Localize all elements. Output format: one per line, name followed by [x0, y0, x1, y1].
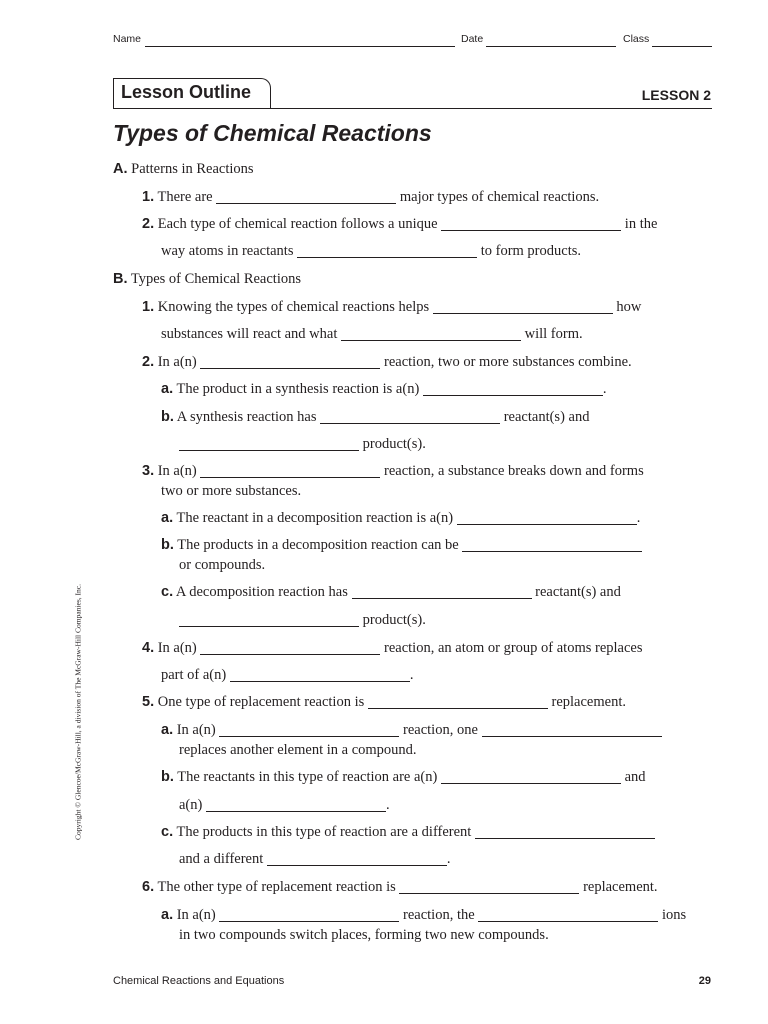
answer-blank[interactable]: [179, 612, 359, 627]
date-label: Date: [461, 33, 484, 45]
outline-item-b5b-cont: a(n) .: [179, 797, 390, 813]
answer-blank[interactable]: [230, 667, 410, 682]
answer-blank[interactable]: [457, 510, 637, 525]
outline-item-b1: 1. Knowing the types of chemical reactions helps how: [142, 299, 642, 315]
outline-item-b2b-cont: product(s).: [179, 436, 426, 453]
page-title: Types of Chemical Reactions: [113, 120, 432, 146]
answer-blank[interactable]: [423, 381, 603, 396]
outline-item-b6a: a. In a(n) reaction, the ions: [161, 907, 687, 923]
lesson-outline-label: Lesson Outline: [121, 82, 252, 102]
outline-section-a: A. Patterns in Reactions: [113, 161, 254, 177]
date-field[interactable]: [486, 46, 616, 47]
answer-blank[interactable]: [200, 354, 380, 369]
outline-item-b5c: c. The products in this type of reaction are a different: [161, 824, 655, 841]
outline-item-a2-cont: way atoms in reactants to form products.: [161, 243, 581, 259]
answer-blank[interactable]: [368, 694, 548, 709]
answer-blank[interactable]: [320, 409, 500, 424]
outline-item-b1-cont: substances will react and what will form.: [161, 326, 583, 342]
outline-item-b4-cont: part of a(n) .: [161, 667, 414, 683]
answer-blank[interactable]: [200, 463, 380, 478]
answer-blank[interactable]: [462, 537, 642, 552]
page-number: 29: [698, 975, 711, 987]
outline-item-b5a: a. In a(n) reaction, one: [161, 722, 662, 739]
outline-item-b3a: a. The reactant in a decomposition reaction is a(n) .: [161, 510, 641, 526]
class-label: Class: [623, 33, 650, 45]
copyright-notice: Copyright © Glencoe/McGraw-Hill, a division of The McGraw-Hill Companies, Inc.: [73, 584, 83, 840]
answer-blank[interactable]: [352, 584, 532, 599]
name-label: Name: [113, 33, 142, 45]
outline-item-b5a-cont: replaces another element in a compound.: [179, 742, 417, 758]
outline-item-b2a: a. The product in a synthesis reaction is a(n) .: [161, 381, 607, 397]
answer-blank[interactable]: [267, 851, 447, 866]
outline-item-b2: 2. In a(n) reaction, two or more substances combine.: [142, 354, 632, 370]
answer-blank[interactable]: [297, 243, 477, 258]
answer-blank[interactable]: [441, 216, 621, 231]
lesson-number: LESSON 2: [641, 87, 711, 103]
outline-item-b3c: c. A decomposition reaction has reactant(s) and: [161, 584, 621, 600]
class-field[interactable]: [652, 46, 712, 47]
answer-blank[interactable]: [216, 189, 396, 204]
answer-blank[interactable]: [206, 797, 386, 812]
outline-item-b5: 5. One type of replacement reaction is replacement.: [142, 694, 626, 710]
answer-blank[interactable]: [179, 436, 359, 451]
outline-item-b3b: b. The products in a decomposition reaction can be: [161, 537, 642, 554]
answer-blank[interactable]: [219, 907, 399, 922]
answer-blank[interactable]: [482, 722, 662, 737]
outline-item-b6a-cont: in two compounds switch places, forming two new compounds.: [179, 927, 549, 943]
answer-blank[interactable]: [478, 907, 658, 922]
outline-item-b3c-cont: product(s).: [179, 612, 426, 629]
answer-blank[interactable]: [399, 879, 579, 894]
outline-item-b5c-cont: and a different .: [179, 851, 451, 867]
name-field[interactable]: [145, 46, 455, 47]
outline-item-b5b: b. The reactants in this type of reaction are a(n) and: [161, 769, 646, 785]
answer-blank[interactable]: [200, 640, 380, 655]
outline-item-b2b: b. A synthesis reaction has reactant(s) and: [161, 409, 590, 425]
header-rule: [113, 108, 712, 109]
outline-item-a2: 2. Each type of chemical reaction follows a unique in the: [142, 216, 658, 232]
outline-item-b3-cont: two or more substances.: [161, 483, 302, 499]
answer-blank[interactable]: [441, 769, 621, 784]
footer-subject: Chemical Reactions and Equations: [113, 975, 285, 987]
answer-blank[interactable]: [219, 722, 399, 737]
answer-blank[interactable]: [433, 299, 613, 314]
outline-item-b4: 4. In a(n) reaction, an atom or group of atoms replaces: [142, 640, 643, 656]
outline-item-b3b-cont: or compounds.: [179, 557, 266, 573]
student-info-header: [113, 33, 713, 47]
answer-blank[interactable]: [341, 326, 521, 341]
outline-item-a1: 1. There are major types of chemical reactions.: [142, 189, 600, 205]
outline-item-b6: 6. The other type of replacement reaction is replacement.: [142, 879, 658, 895]
answer-blank[interactable]: [475, 824, 655, 839]
outline-section-b: B. Types of Chemical Reactions: [113, 271, 301, 287]
outline-item-b3: 3. In a(n) reaction, a substance breaks down and forms: [142, 463, 644, 479]
